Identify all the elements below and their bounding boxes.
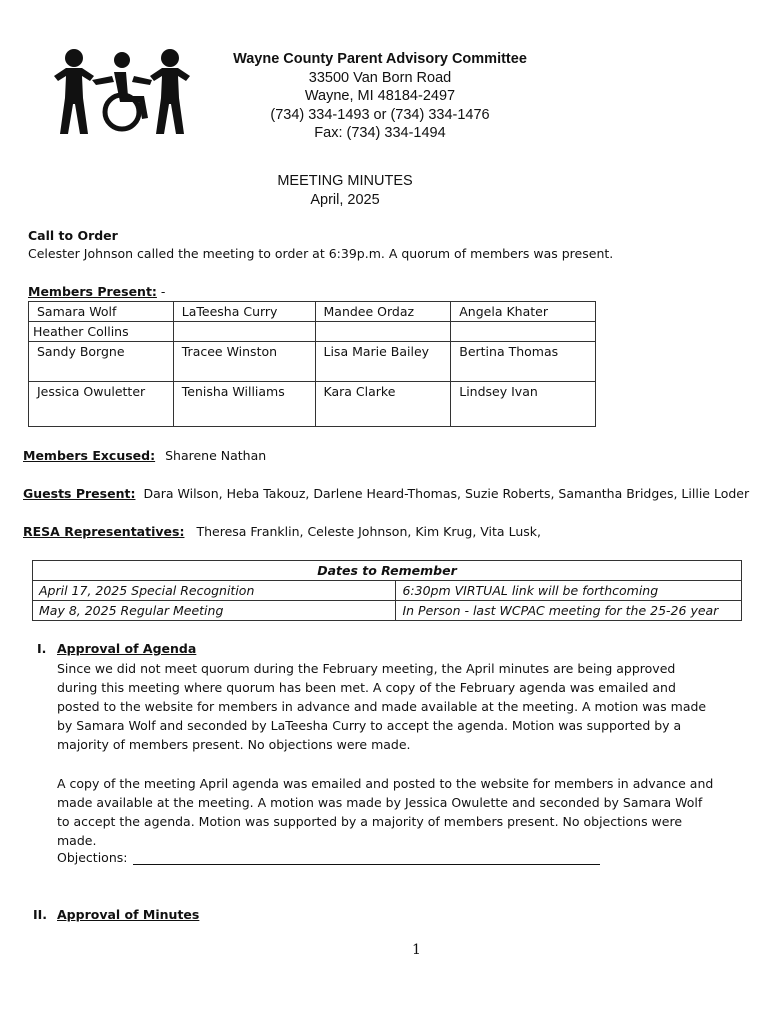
member-cell: Tenisha Williams — [173, 382, 315, 427]
phone-numbers: (734) 334-1493 or (734) 334-1476 — [270, 106, 490, 123]
objections-line — [133, 864, 600, 865]
member-cell — [451, 322, 596, 342]
table-row — [33, 581, 742, 601]
table-row — [29, 382, 596, 427]
letterhead — [200, 50, 560, 143]
members-excused-value: Sharene Nathan — [165, 448, 267, 463]
guests-present-label: Guests Present: — [23, 486, 136, 501]
guests-present — [23, 486, 749, 501]
members-present-heading — [28, 284, 165, 299]
member-cell: Mandee Ordaz — [315, 302, 451, 322]
date-cell: April 17, 2025 Special Recognition — [33, 581, 396, 601]
members-excused — [23, 448, 266, 463]
date-note-cell: In Person - last WCPAC meeting for the 25-26 year — [396, 601, 742, 621]
dates-to-remember-table — [32, 560, 742, 621]
guests-present-value: Dara Wilson, Heba Takouz, Darlene Heard-Thomas, Suzie Roberts, Samantha Bridges, Lillie Loder — [143, 486, 750, 501]
resa-representatives — [23, 524, 541, 539]
members-present-suffix: - — [156, 284, 166, 299]
member-cell: Lindsey Ivan — [451, 382, 596, 427]
section-2-number: II. — [33, 907, 48, 922]
members-present-label: Members Present: — [28, 284, 157, 299]
member-cell: Sandy Borgne — [29, 342, 174, 382]
title-line-2: April, 2025 — [310, 191, 380, 208]
member-cell: LaTeesha Curry — [173, 302, 315, 322]
table-row — [29, 342, 596, 382]
members-present-table — [28, 301, 596, 427]
member-cell: Angela Khater — [451, 302, 596, 322]
member-cell: Heather Collins — [29, 322, 174, 342]
section-1-heading: Approval of Agenda — [57, 641, 197, 656]
address-line-2: Wayne, MI 48184-2497 — [304, 88, 456, 104]
call-to-order-text: Celester Johnson called the meeting to order at 6:39p.m. A quorum of members was present. — [28, 246, 614, 261]
section-1-paragraph-2: A copy of the meeting April agenda was emailed and posted to the website for members in advance and made available at the meeting. A motion was made by Jessica Owulette and seconded by Samara Wolf to accept the agenda. Motion was supported by a majority of members present. No objections were made. — [57, 776, 714, 848]
page-number: 1 — [412, 942, 421, 958]
address-line-1: 33500 Van Born Road — [308, 69, 452, 86]
section-2-heading: Approval of Minutes — [57, 907, 200, 922]
resa-value: Theresa Franklin, Celeste Johnson, Kim Krug, Vita Lusk, — [196, 524, 541, 539]
member-cell: Samara Wolf — [29, 302, 174, 322]
objections-label: Objections: — [57, 850, 128, 865]
member-cell: Tracee Winston — [173, 342, 315, 382]
table-row — [33, 601, 742, 621]
document-title — [230, 172, 460, 209]
table-row — [33, 561, 742, 581]
table-row — [29, 302, 596, 322]
member-cell: Lisa Marie Bailey — [315, 342, 451, 382]
organization-name: Wayne County Parent Advisory Committee — [233, 51, 527, 67]
member-cell — [315, 322, 451, 342]
member-cell: Bertina Thomas — [451, 342, 596, 382]
dates-heading: Dates to Remember — [33, 561, 742, 581]
logo-image — [52, 46, 192, 138]
resa-label: RESA Representatives: — [23, 524, 185, 539]
title-line-1: MEETING MINUTES — [277, 173, 413, 189]
section-1-number: I. — [37, 641, 47, 656]
members-excused-label: Members Excused: — [23, 448, 156, 463]
date-cell: May 8, 2025 Regular Meeting — [33, 601, 396, 621]
member-cell — [173, 322, 315, 342]
section-1-paragraph-1: Since we did not meet quorum during the February meeting, the April minutes are being approved during this meeting where quorum has been met. A copy of the February agenda was emailed and posted to the website for members in advance and made available at the meeting. A motion was made by Samara Wolf and seconded by LaTeesha Curry to accept the agenda. Motion was supported by a majority of members present. No objections were made. — [57, 661, 707, 752]
member-cell: Kara Clarke — [315, 382, 451, 427]
table-row — [29, 322, 596, 342]
fax-number: Fax: (734) 334-1494 — [314, 125, 446, 141]
call-to-order-heading: Call to Order — [28, 228, 118, 243]
member-cell: Jessica Owuletter — [29, 382, 174, 427]
date-note-cell: 6:30pm VIRTUAL link will be forthcoming — [396, 581, 742, 601]
